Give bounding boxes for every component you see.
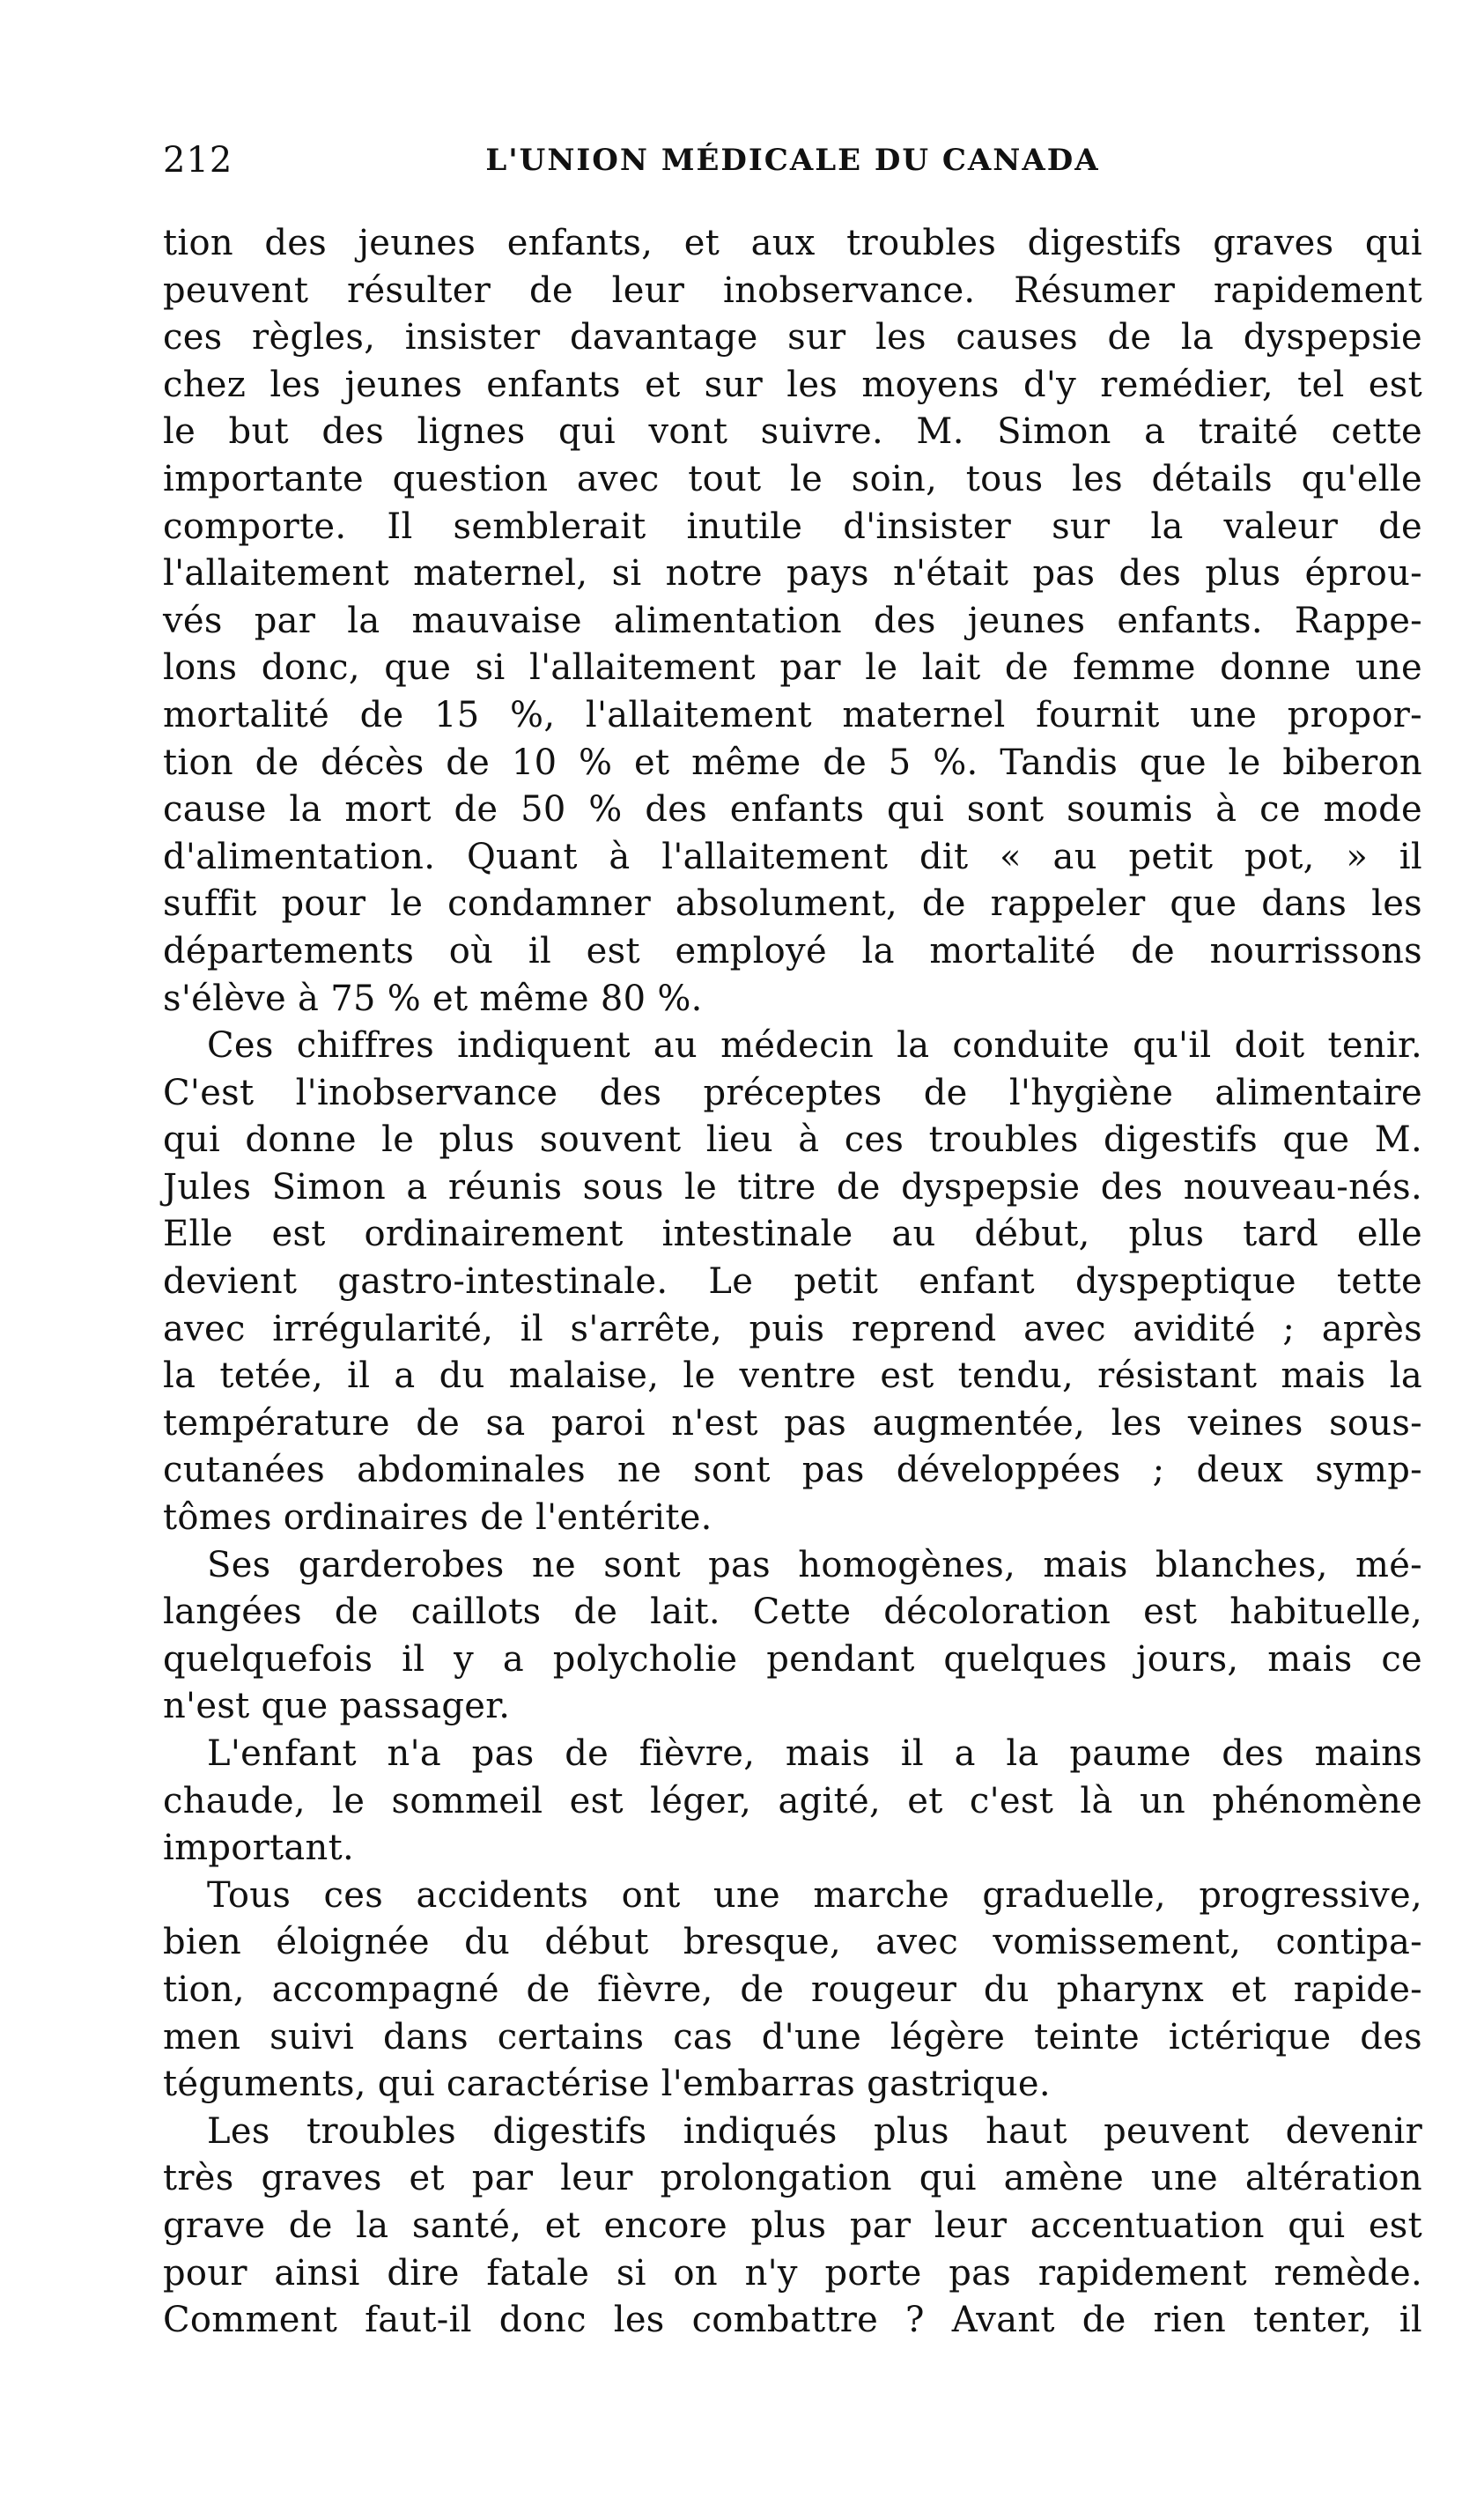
- text-line: tion de décès de 10 % et même de 5 %. Tandis que le biberon: [163, 742, 1422, 783]
- text-line: qui donne le plus souvent lieu à ces troubles digestifs que M.: [163, 1119, 1422, 1161]
- text-line: téguments, qui caractérise l'embarras gastrique.: [163, 2064, 1051, 2105]
- text-line: le but des lignes qui vont suivre. M. Simon a traité cette: [163, 411, 1422, 453]
- running-title: L'UNION MÉDICALE DU CANADA: [485, 143, 1100, 178]
- text-line: chez les jeunes enfants et sur les moyens d'y remédier, tel est: [163, 364, 1422, 405]
- text-line: température de sa paroi n'est pas augmentée, les veines sous-: [163, 1402, 1422, 1444]
- text-line: la tetée, il a du malaise, le ventre est tendu, résistant mais la: [163, 1356, 1422, 1397]
- text-line: men suivi dans certains cas d'une légère teinte ictérique des: [163, 2016, 1422, 2057]
- text-line: lons donc, que si l'allaitement par le lait de femme donne une: [163, 647, 1422, 689]
- body-text: [163, 220, 1422, 2345]
- text-line: peuvent résulter de leur inobservance. Résumer rapidement: [163, 270, 1422, 311]
- text-line: Ses garderobes ne sont pas homogènes, mais blanches, mé-: [207, 1544, 1422, 1585]
- text-line: cutanées abdominales ne sont pas développées ; deux symp-: [163, 1450, 1422, 1491]
- text-line: quelquefois il y a polycholie pendant quelques jours, mais ce: [163, 1638, 1422, 1680]
- text-line: chaude, le sommeil est léger, agité, et c'est là un phénomène: [163, 1780, 1422, 1821]
- text-line: mortalité de 15 %, l'allaitement maternel fournit une propor-: [163, 694, 1422, 735]
- text-line: d'alimentation. Quant à l'allaitement dit « au petit pot, » il: [163, 836, 1422, 877]
- text-line: tion, accompagné de fièvre, de rougeur du pharynx et rapide-: [163, 1969, 1422, 2010]
- page-header: [163, 134, 1422, 187]
- text-line: cause la mort de 50 % des enfants qui sont soumis à ce mode: [163, 789, 1422, 831]
- text-line: avec irrégularité, il s'arrête, puis reprend avec avidité ; après: [163, 1308, 1422, 1349]
- text-line: très graves et par leur prolongation qui amène une altération: [163, 2158, 1422, 2199]
- text-line: tômes ordinaires de l'entérite.: [163, 1497, 712, 1539]
- page-number: 212: [163, 140, 233, 181]
- text-line: bien éloignée du début bresque, avec vomissement, contipa-: [163, 1922, 1422, 1963]
- text-line: l'allaitement maternel, si notre pays n'était pas des plus éprou-: [163, 553, 1422, 595]
- text-line: L'enfant n'a pas de fièvre, mais il a la paume des mains: [207, 1733, 1422, 1774]
- text-line: C'est l'inobservance des préceptes de l'hygiène alimentaire: [163, 1072, 1422, 1113]
- text-line: important.: [163, 1828, 355, 1869]
- text-line: langées de caillots de lait. Cette décoloration est habituelle,: [163, 1592, 1422, 1633]
- text-line: grave de la santé, et encore plus par leur accentuation qui est: [163, 2205, 1422, 2246]
- text-line: importante question avec tout le soin, tous les détails qu'elle: [163, 458, 1422, 499]
- text-line: pour ainsi dire fatale si on n'y porte pas rapidement remède.: [163, 2252, 1422, 2294]
- text-line: ces règles, insister davantage sur les causes de la dyspepsie: [163, 317, 1422, 358]
- text-line: Les troubles digestifs indiqués plus haut peuvent devenir: [207, 2110, 1422, 2152]
- text-line: devient gastro-intestinale. Le petit enfant dyspeptique tette: [163, 1261, 1422, 1303]
- text-line: n'est que passager.: [163, 1686, 511, 1727]
- text-line: Comment faut-il donc les combattre ? Avant de rien tenter, il: [163, 2300, 1422, 2341]
- text-line: Ces chiffres indiquent au médecin la conduite qu'il doit tenir.: [207, 1025, 1422, 1067]
- text-line: départements où il est employé la mortalité de nourrissons: [163, 930, 1422, 971]
- text-line: vés par la mauvaise alimentation des jeunes enfants. Rappe-: [163, 600, 1422, 641]
- text-line: s'élève à 75 % et même 80 %.: [163, 978, 703, 1019]
- text-line: tion des jeunes enfants, et aux troubles digestifs graves qui: [163, 223, 1422, 263]
- text-line: Jules Simon a réunis sous le titre de dyspepsie des nouveau-nés.: [163, 1166, 1422, 1208]
- text-line: Tous ces accidents ont une marche graduelle, progressive,: [207, 1874, 1422, 1916]
- text-line: Elle est ordinairement intestinale au début, plus tard elle: [163, 1214, 1422, 1255]
- text-line: suffit pour le condamner absolument, de rappeler que dans les: [163, 883, 1422, 925]
- text-line: comporte. Il semblerait inutile d'insister sur la valeur de: [163, 506, 1422, 547]
